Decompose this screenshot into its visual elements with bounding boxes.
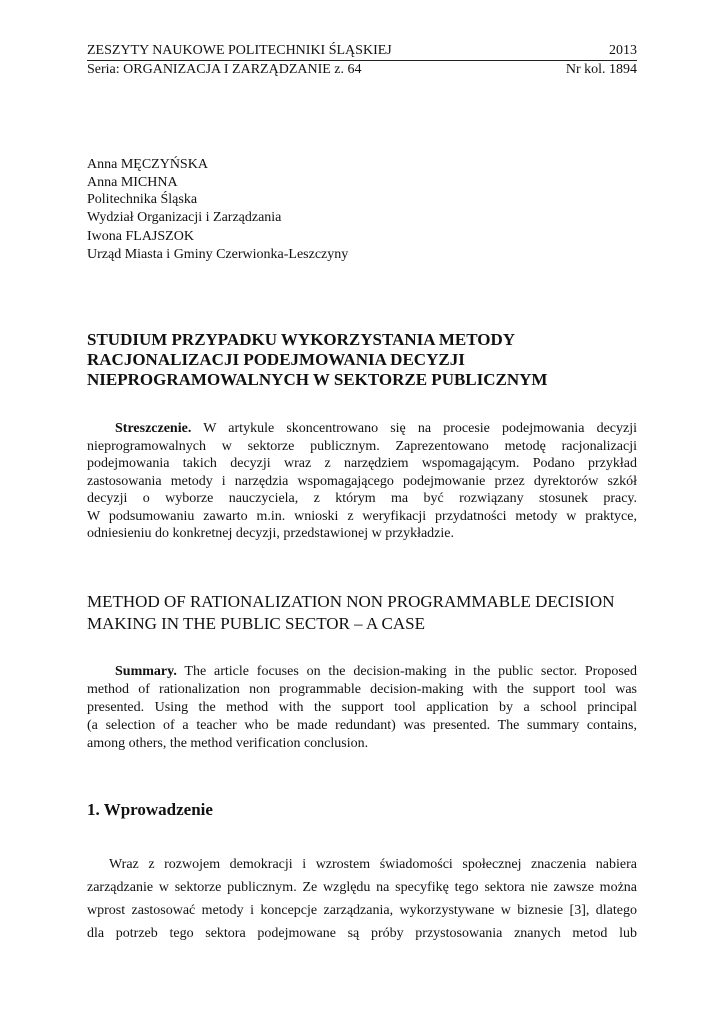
journal-name: ZESZYTY NAUKOWE POLITECHNIKI ŚLĄSKIEJ [87,43,392,58]
title-line: NIEPROGRAMOWALNYCH W SEKTORZE PUBLICZNYM [87,370,548,389]
abstract-line: zastosowania metody i narzędzia wspomagającego podejmowanie przez dyrektorów szkół [87,473,637,489]
summary-label: Summary. [115,664,177,679]
abstract-line: odniesieniu do konkretnej decyzji, przedstawionej w przykładzie. [87,526,454,541]
author-name: Anna MĘCZYŃSKA [87,157,208,172]
paper-title-polish [87,330,547,390]
author-name: Anna MICHNA [87,174,178,190]
paper-page [87,0,637,1024]
series-name: Seria: ORGANIZACJA I ZARZĄDZANIE z. 64 [87,62,362,77]
abstract-polish [87,420,637,543]
summary-line: among others, the method verification conclusion. [87,736,369,751]
abstract-line: decyzji o wyborze nauczyciela, z którym ma być rozwiązany stosunek pracy. [87,491,637,506]
journal-year: 2013 [609,43,637,58]
title-line: MAKING IN THE PUBLIC SECTOR – A CASE [87,614,425,633]
body-line: Wraz z rozwojem demokracji i wzrostem świadomości społecznej znaczenia nabiera [109,857,637,872]
running-header-top [87,42,637,59]
abstract-label: Streszczenie. [115,421,192,436]
abstract-line: W podsumowaniu zawarto m.in. wnioski z weryfikacji przydatności metody w praktyce, [87,508,637,524]
abstract-line: podejmowania takich decyzji wraz z narzędziem wspomagającym. Podano przykład [87,456,637,471]
issue-number: Nr kol. 1894 [565,62,637,77]
body-line: zarządzanie w sektorze publicznym. Ze względu na specyfikę tego sektora nie zawsze można [87,880,637,895]
author-affiliation: Urząd Miasta i Gminy Czerwionka-Leszczyny [87,246,349,262]
author-block [87,156,348,263]
author-affiliation: Politechnika Śląska [87,192,198,207]
section-heading: 1. Wprowadzenie [87,800,213,819]
summary-line: Summary. The article focuses on the decision-making in the public sector. Proposed [115,664,637,679]
running-header-bottom [87,61,637,78]
abstract-line: nieprogramowalnych w sektorze publicznym. Zaprezentowano metodę racjonalizacji [87,438,637,454]
body-line: dla potrzeb tego sektora podejmowane są próby przystosowania znanych metod lub [87,926,637,941]
author-name: Iwona FLAJSZOK [87,229,194,244]
summary-english [87,663,637,753]
summary-line: method of rationalization non programmable decision-making with the support tool was [87,682,637,697]
paper-title-english [87,591,614,635]
abstract-line: Streszczenie. W artykule skoncentrowano się na procesie podejmowania decyzji [115,421,637,436]
author-affiliation: Wydział Organizacji i Zarządzania [87,209,282,225]
summary-line: presented. Using the method with the support tool application by a school principal [87,700,637,715]
title-line: METHOD OF RATIONALIZATION NON PROGRAMMABLE DECISION [87,592,615,611]
body-line: wprost zastosować metody i koncepcje zarządzania, wykorzystywane w biznesie [3], dlatego [87,903,637,918]
section-body [87,853,637,945]
title-line: RACJONALIZACJI PODEJMOWANIA DECYZJI [87,350,465,369]
summary-line: (a selection of a teacher who be made redundant) was presented. The summary contains, [87,718,637,733]
title-line: STUDIUM PRZYPADKU WYKORZYSTANIA METODY [87,330,516,349]
